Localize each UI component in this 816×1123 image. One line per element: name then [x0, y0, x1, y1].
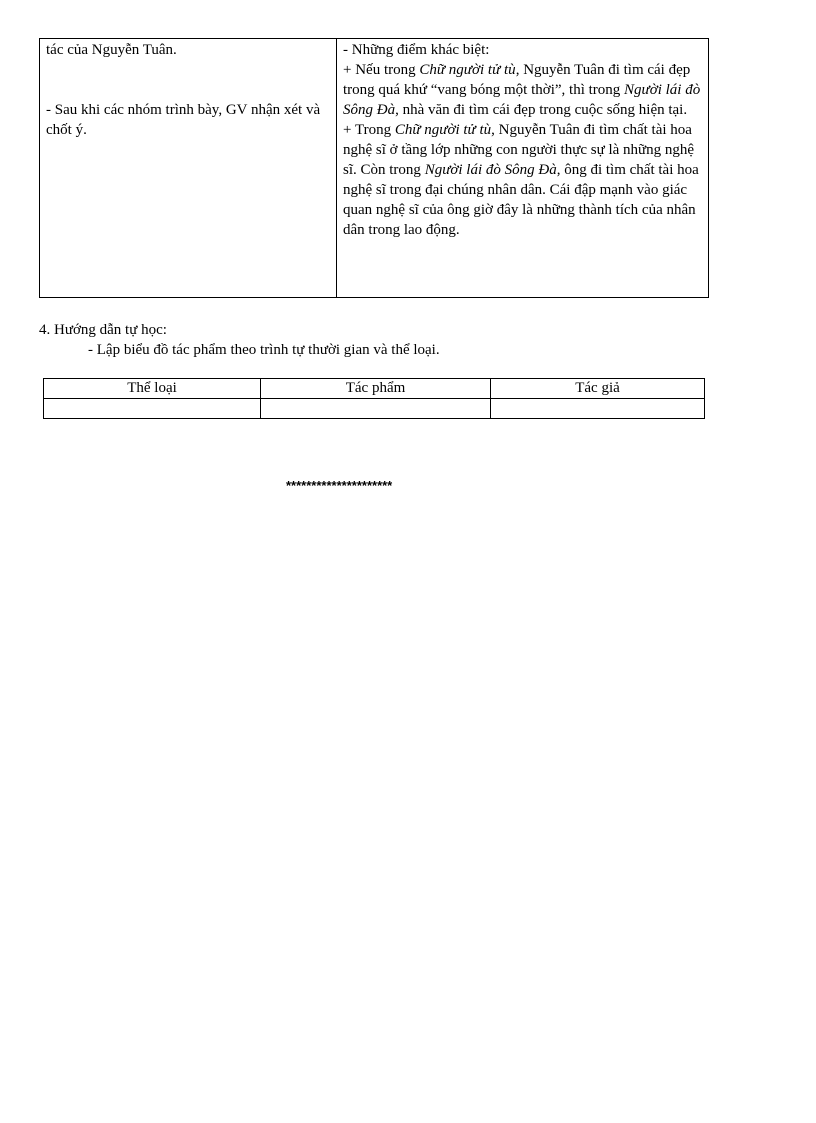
text-run: + Trong — [343, 122, 395, 138]
header-author: Tác giả — [491, 379, 705, 399]
activity-line-1: tác của Nguyễn Tuân. — [46, 42, 177, 58]
work-title: Chữ người tử tù — [394, 122, 492, 138]
difference-point-2 — [343, 120, 702, 240]
difference-point-1 — [343, 60, 702, 120]
header-genre: Thể loại — [44, 379, 261, 399]
text-run: + Nếu trong — [343, 62, 420, 78]
text-run: , Nguyễn Tuân đi tìm cái đẹp trong quá khứ “vang bóng một thời”, thì trong — [343, 62, 691, 98]
empty-cell — [261, 399, 491, 419]
content-cell — [337, 39, 709, 298]
comparison-table — [39, 38, 709, 298]
work-title: Người lái đò Sông Đà — [343, 82, 701, 118]
table-row — [44, 399, 705, 419]
self-study-section — [39, 320, 440, 360]
empty-cell — [491, 399, 705, 419]
text-run: , ông đi tìm chất tài hoa nghệ sĩ trong đại chúng nhân dân. Cái đập mạnh vào giác quan nghệ sĩ của ông giờ đây là những thành tích của nhân dân trong lao động. — [343, 162, 699, 238]
work-title: Chữ người tử tù — [419, 62, 516, 78]
table-row — [40, 39, 709, 298]
section-heading: 4. Hướng dẫn tự học: — [39, 322, 167, 338]
text-run: , nhà văn đi tìm cái đẹp trong cuộc sống hiện tại. — [395, 102, 688, 118]
work-title: Người lái đò Sông Đà — [424, 162, 557, 178]
activity-line-2: - Sau khi các nhóm trình bày, GV nhận xét và chốt ý. — [46, 102, 321, 138]
activity-cell — [40, 39, 337, 298]
header-work: Tác phẩm — [261, 379, 491, 399]
section-item: - Lập biểu đồ tác phẩm theo trình tự thười gian và thể loại. — [88, 342, 440, 358]
end-separator: ********************* — [286, 478, 393, 493]
table-header-row — [44, 379, 705, 399]
works-chart-table — [43, 378, 705, 419]
text-run: , Nguyễn Tuân đi tìm chất tài hoa nghệ sĩ ở tầng lớp những con người thực sự là những nghệ sĩ. Còn trong — [343, 122, 695, 178]
differences-heading: - Những điểm khác biệt: — [343, 42, 490, 58]
empty-cell — [44, 399, 261, 419]
